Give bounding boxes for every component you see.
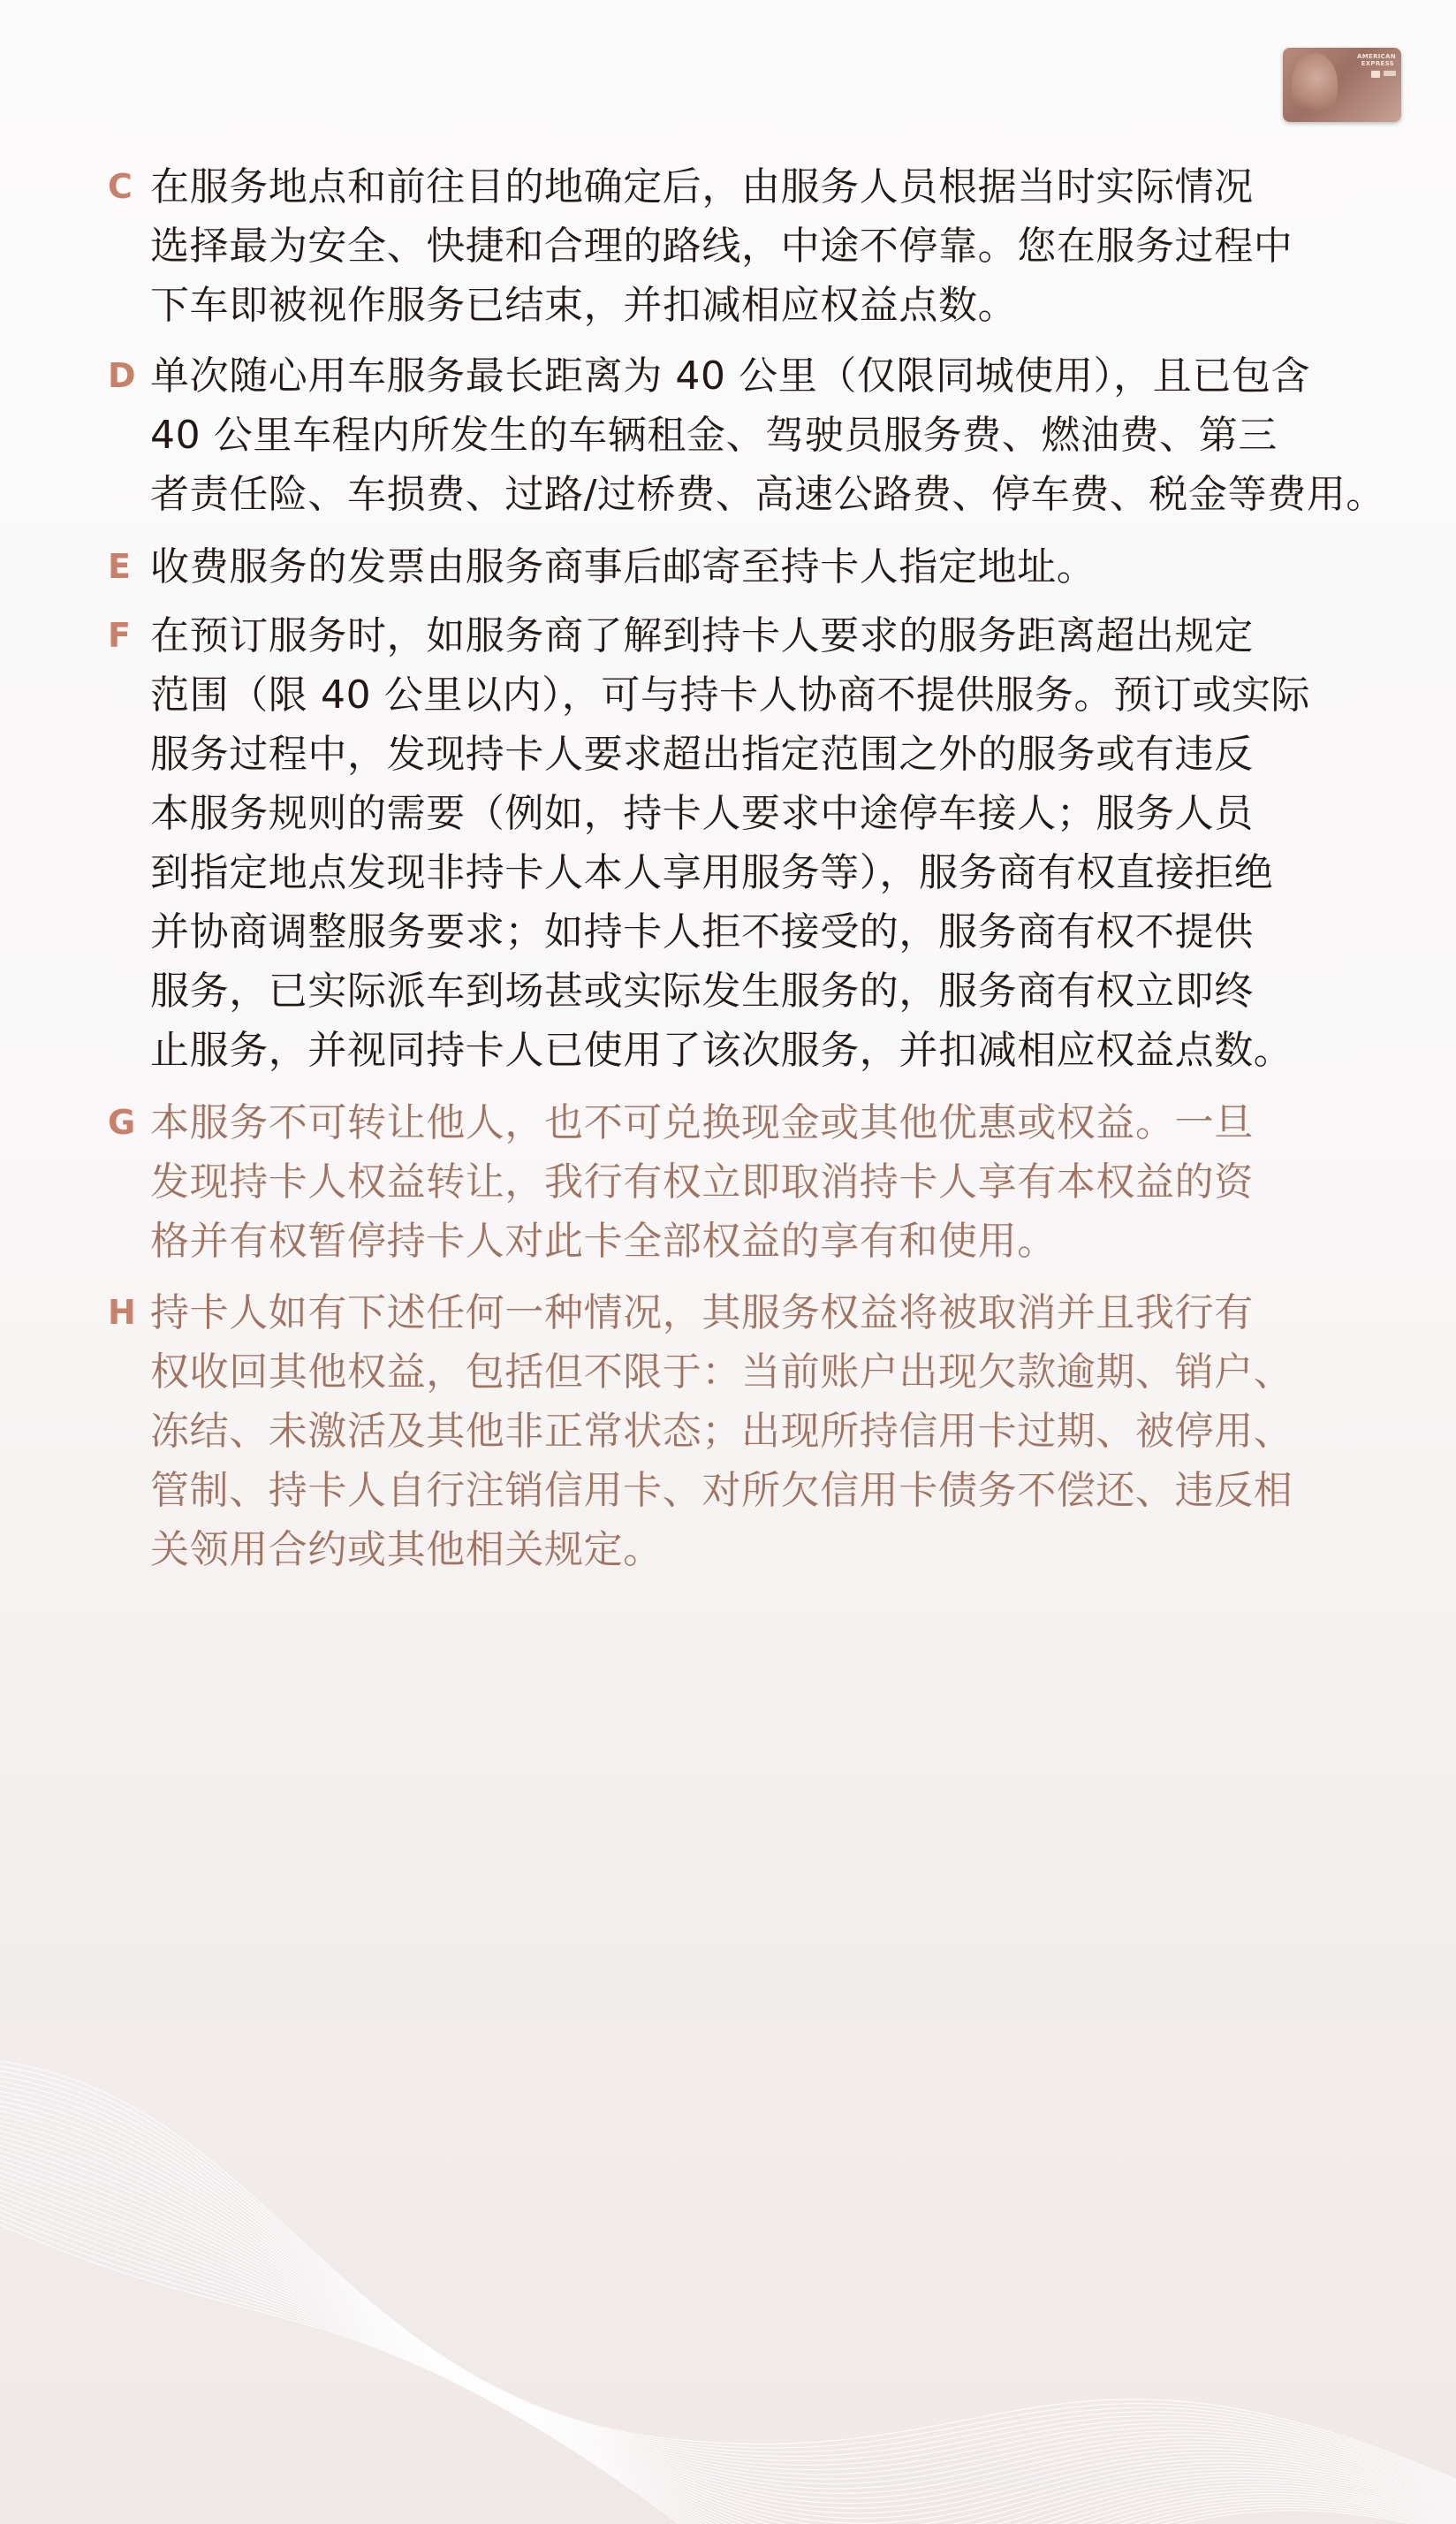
wave-line — [0, 2155, 1456, 2524]
term-item-e — [0, 537, 1456, 597]
term-item-text-line: 持卡人如有下述任何一种情况，其服务权益将被取消并且我行有 — [150, 1290, 1254, 1335]
wave-line — [0, 2064, 1456, 2493]
wave-line — [0, 2102, 1456, 2507]
term-item-f — [0, 606, 1456, 1080]
term-item-letter: H — [108, 1293, 136, 1332]
term-item-c — [0, 157, 1456, 335]
term-item-letter: F — [108, 616, 131, 655]
term-item-text-line: 管制、持卡人自行注销信用卡、对所欠信用卡债务不偿还、违反相 — [150, 1468, 1293, 1513]
term-item-text-line: 范围（限 40 公里以内），可与持卡人协商不提供服务。预订或实际 — [150, 673, 1311, 718]
term-item-text-line: 本服务不可转让他人，也不可兑换现金或其他优惠或权益。一旦 — [150, 1100, 1254, 1145]
term-item-letter: E — [108, 547, 131, 586]
term-item-text-line: 40 公里车程内所发生的车辆租金、驾驶员服务费、燃油费、第三 — [150, 413, 1278, 458]
term-item-text-line: 在服务地点和前往目的地确定后，由服务人员根据当时实际情况 — [150, 164, 1254, 209]
term-item-g — [0, 1093, 1456, 1271]
term-item-h — [0, 1283, 1456, 1579]
wave-line — [0, 2087, 1456, 2501]
term-item-text-line: 收费服务的发票由服务商事后邮寄至持卡人指定地址。 — [150, 544, 1096, 589]
term-item-text-line: 到指定地点发现非持卡人本人享用服务等），服务商有权直接拒绝 — [150, 850, 1274, 895]
wave-line — [0, 2174, 1456, 2524]
term-item-text-line: 单次随心用车服务最长距离为 40 公里（仅限同城使用），且已包含 — [150, 354, 1311, 399]
wave-line — [0, 2216, 1456, 2524]
term-item-text-line: 权收回其他权益，包括但不限于：当前账户出现欠款逾期、销户、 — [150, 1349, 1293, 1395]
card-brand-line1: AMERICAN — [1357, 53, 1396, 60]
wave-line — [0, 2207, 1456, 2524]
wave-line — [0, 2117, 1456, 2512]
term-item-text-line: 者责任险、车损费、过路/过桥费、高速公路费、停车费、税金等费用。 — [150, 472, 1386, 517]
wave-line — [0, 2093, 1456, 2504]
term-item-letter: G — [108, 1103, 136, 1142]
term-item-d — [0, 346, 1456, 524]
term-item-text-line: 服务过程中，发现持卡人要求超出指定范围之外的服务或有违反 — [150, 732, 1254, 777]
term-item-text-line: 冻结、未激活及其他非正常状态；出现所持信用卡过期、被停用、 — [150, 1409, 1293, 1454]
term-item-text-line: 并协商调整服务要求；如持卡人拒不接受的，服务商有权不提供 — [150, 909, 1254, 954]
card-brand-line2: EXPRESS — [1361, 60, 1394, 67]
wave-line — [0, 2073, 1456, 2497]
term-item-text-line: 本服务规则的需要（例如，持卡人要求中途停车接人；服务人员 — [150, 791, 1254, 836]
term-item-text-line: 选择最为安全、快捷和合理的路线，中途不停靠。您在服务过程中 — [150, 224, 1293, 269]
wave-line — [0, 2135, 1456, 2518]
term-item-text-line: 发现持卡人权益转让，我行有权立即取消持卡人享有本权益的资 — [150, 1159, 1254, 1205]
wave-line — [0, 2121, 1456, 2513]
term-item-text-line: 在预订服务时，如服务商了解到持卡人要求的服务距离超出规定 — [150, 613, 1254, 658]
term-item-text-line: 下车即被视作服务已结束，并扣减相应权益点数。 — [150, 283, 1018, 328]
decorative-waves — [0, 2033, 1456, 2524]
term-item-text-line: 关领用合约或其他相关规定。 — [150, 1527, 663, 1572]
term-item-text-line: 格并有权暂停持卡人对此卡全部权益的享有和使用。 — [150, 1219, 1057, 1264]
term-item-text-line: 服务，已实际派车到场甚或实际发生服务的，服务商有权立即终 — [150, 969, 1254, 1014]
term-item-text-line: 止服务，并视同持卡人已使用了该次服务，并扣减相应权益点数。 — [150, 1028, 1293, 1073]
term-item-letter: D — [108, 356, 136, 395]
term-item-letter: C — [108, 167, 133, 206]
wave-line — [0, 2150, 1456, 2524]
wave-line — [0, 2131, 1456, 2516]
